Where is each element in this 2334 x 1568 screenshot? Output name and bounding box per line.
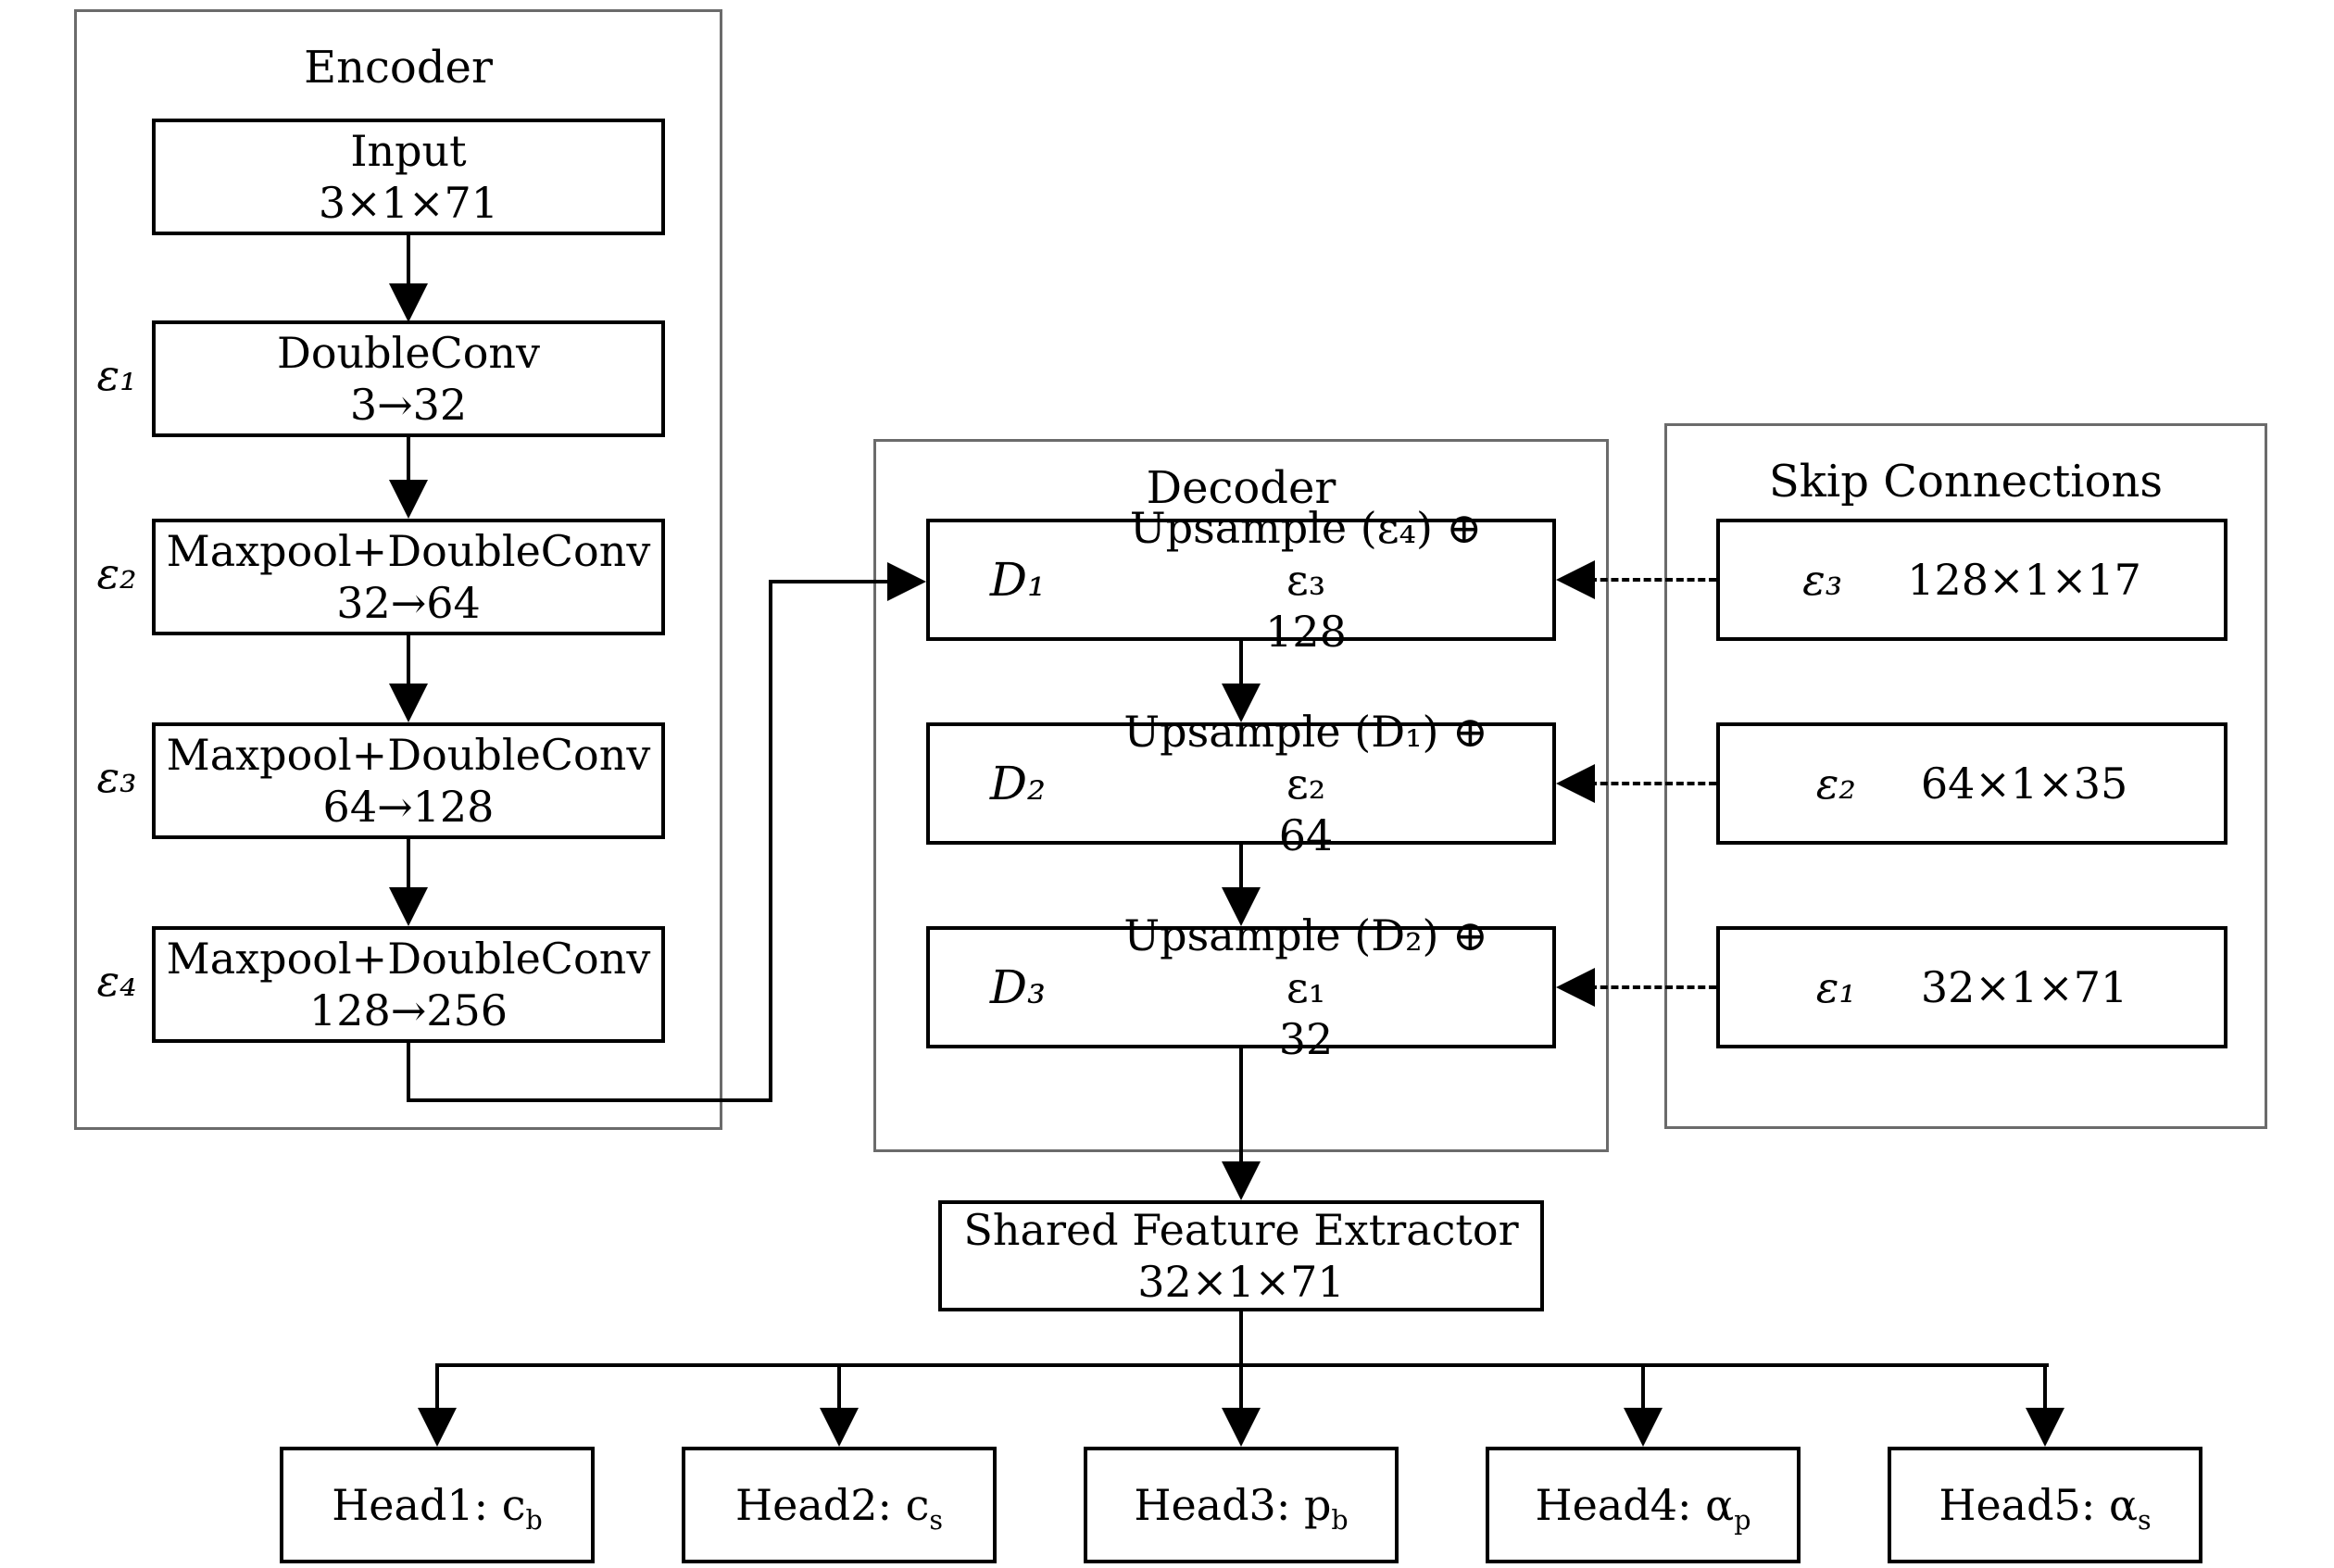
arrow-down-icon [418, 1408, 457, 1447]
head1-box [280, 1447, 595, 1563]
arrow-down-icon [1222, 1408, 1261, 1447]
arrow-down-icon [389, 480, 428, 519]
encoder-block-e1-name: DoubleConv [276, 327, 541, 378]
connector-line [837, 1363, 841, 1410]
decoder-block-d1-channels: 128 [1265, 607, 1347, 658]
head5-box [1888, 1447, 2202, 1563]
head4-label: Head4: $\alpha_p$ [1535, 1479, 1751, 1537]
connector-line [2043, 1363, 2047, 1410]
arrow-left-icon [1556, 968, 1595, 1007]
connector-line [407, 635, 410, 685]
connector-line [1239, 1048, 1243, 1163]
encoder-block-input-dims: 3×1×71 [318, 178, 499, 228]
shared-feature-extractor-box [938, 1200, 1544, 1311]
connector-line [1641, 1363, 1645, 1410]
decoder-block-d2 [926, 706, 1556, 861]
skip-dashed-line [1589, 985, 1716, 989]
connector-line [407, 437, 410, 482]
connector-line [407, 839, 410, 889]
head4-box [1486, 1447, 1801, 1563]
skip-block-e2-label: ε₂ [1815, 758, 1856, 809]
encoder-block-e1-dims: 3→32 [349, 380, 468, 430]
head3-label: Head3: $p_b$ [1134, 1479, 1349, 1537]
skip-block-e2 [1716, 722, 2227, 845]
shared-feature-extractor-dims: 32×1×71 [1137, 1257, 1345, 1307]
arrow-down-icon [389, 283, 428, 322]
skip-block-e1 [1716, 926, 2227, 1048]
decoder-block-d3-label: D₃ [989, 960, 1047, 1014]
decoder-block-d2-label: D₂ [989, 756, 1047, 810]
decoder-block-d2-channels: 64 [1278, 810, 1334, 861]
decoder-block-d1 [926, 502, 1556, 658]
arrow-down-icon [1222, 1161, 1261, 1200]
skip-block-e3-dims: 128×1×17 [1907, 554, 2141, 605]
arrow-down-icon [1624, 1408, 1663, 1447]
encoder-block-e4-name: Maxpool+DoubleConv [166, 933, 651, 984]
connector-line [769, 580, 772, 1102]
encoder-block-e4 [152, 926, 665, 1043]
connector-line [407, 235, 410, 285]
arrow-down-icon [820, 1408, 859, 1447]
head2-box [682, 1447, 997, 1563]
connector-line [1239, 1311, 1243, 1367]
encoder-block-e2-name: Maxpool+DoubleConv [166, 525, 651, 576]
decoder-block-d3-channels: 32 [1278, 1014, 1334, 1065]
connector-line [1239, 1363, 1243, 1410]
arrow-down-icon [389, 684, 428, 722]
epsilon-2-side-label: ε₂ [96, 548, 137, 598]
encoder-block-e2 [152, 519, 665, 635]
skip-dashed-line [1589, 578, 1716, 582]
head3-box [1084, 1447, 1399, 1563]
connector-line [435, 1363, 439, 1410]
encoder-block-input [152, 119, 665, 235]
decoder-title: Decoder [1146, 462, 1336, 514]
epsilon-3-side-label: ε₃ [96, 752, 137, 802]
arrow-left-icon [1556, 560, 1595, 599]
arrow-down-icon [2026, 1408, 2064, 1447]
encoder-block-e1 [152, 320, 665, 437]
encoder-block-e3-name: Maxpool+DoubleConv [166, 729, 651, 780]
skip-dashed-line [1589, 782, 1716, 785]
decoder-block-d3-op: Upsample (D₂) ⊕ ε₁ [1123, 909, 1488, 1012]
head1-label: Head1: $c_b$ [332, 1479, 543, 1537]
encoder-block-e4-dims: 128→256 [308, 985, 508, 1035]
connector-line [769, 580, 889, 583]
encoder-title: Encoder [304, 42, 493, 94]
encoder-block-e3-dims: 64→128 [322, 782, 495, 832]
decoder-block-d2-op: Upsample (D₁) ⊕ ε₂ [1123, 706, 1488, 809]
head5-label: Head5: $\alpha_s$ [1939, 1479, 2152, 1537]
encoder-block-e2-dims: 32→64 [336, 578, 481, 628]
skip-block-e3 [1716, 519, 2227, 641]
decoder-block-d3 [926, 909, 1556, 1065]
connector-line [407, 1043, 410, 1102]
encoder-block-e3 [152, 722, 665, 839]
decoder-block-d1-op: Upsample (ε₄) ⊕ ε₃ [1129, 502, 1483, 605]
skip-block-e1-label: ε₁ [1815, 961, 1856, 1012]
skip-connections-title: Skip Connections [1768, 456, 2164, 508]
head2-label: Head2: $c_s$ [735, 1479, 943, 1537]
skip-block-e3-label: ε₃ [1802, 554, 1843, 605]
decoder-block-d1-label: D₁ [989, 552, 1047, 607]
shared-feature-extractor-name: Shared Feature Extractor [963, 1204, 1519, 1255]
skip-block-e1-dims: 32×1×71 [1920, 961, 2128, 1012]
epsilon-4-side-label: ε₄ [96, 956, 137, 1006]
encoder-block-input-name: Input [350, 125, 467, 176]
epsilon-1-side-label: ε₁ [96, 350, 137, 400]
connector-line [407, 1098, 772, 1102]
arrow-left-icon [1556, 764, 1595, 803]
arrow-right-icon [887, 562, 926, 601]
skip-block-e2-dims: 64×1×35 [1920, 758, 2128, 809]
arrow-down-icon [389, 887, 428, 926]
